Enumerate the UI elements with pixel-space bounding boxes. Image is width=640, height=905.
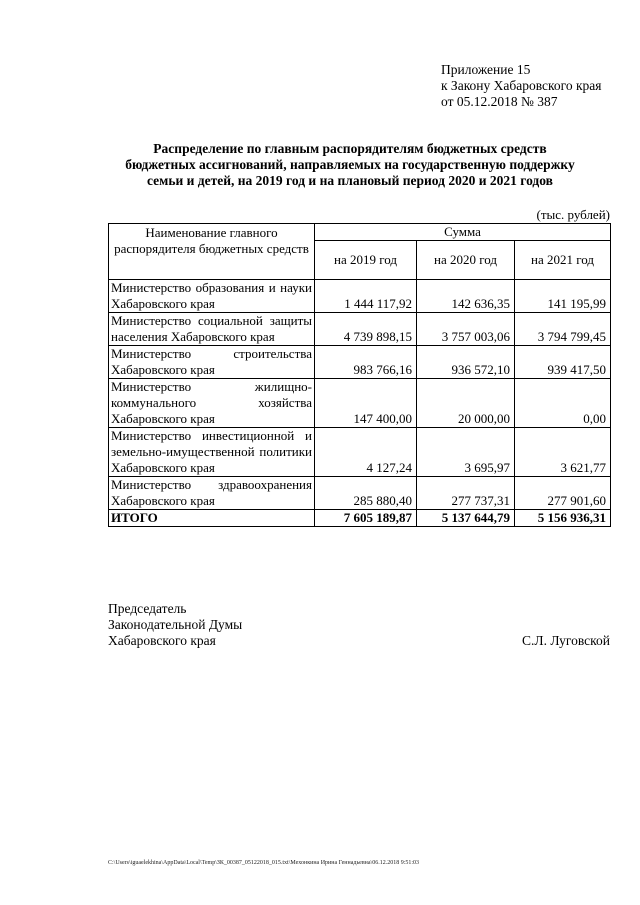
signatory-line: Законодательной Думы	[108, 617, 243, 632]
table-row	[109, 379, 611, 428]
value-2019: 4 739 898,15	[315, 313, 417, 346]
header-sum: Сумма	[315, 224, 611, 241]
total-row	[109, 510, 611, 527]
value-2021: 939 417,50	[515, 346, 611, 379]
signatory-line: Хабаровского края	[108, 633, 216, 648]
table-row	[109, 313, 611, 346]
value-2020: 277 737,31	[417, 477, 515, 510]
value-2019: 285 880,40	[315, 477, 417, 510]
value-2020: 20 000,00	[417, 379, 515, 428]
value-2020: 936 572,10	[417, 346, 515, 379]
budget-table	[108, 223, 611, 527]
table-row	[109, 428, 611, 477]
document-title	[95, 141, 605, 189]
value-2020: 3 695,97	[417, 428, 515, 477]
appendix-block	[441, 62, 602, 110]
ministry-name: Министерство здравоохранения Хабаровского края	[109, 477, 315, 510]
appendix-line: к Закону Хабаровского края	[441, 78, 602, 93]
table-row	[109, 280, 611, 313]
header-name: Наименование главного распорядителя бюджетных средств	[109, 224, 315, 280]
table-row	[109, 477, 611, 510]
title-line: семьи и детей, на 2019 год и на плановый период 2020 и 2021 годов	[147, 173, 553, 188]
value-2020: 3 757 003,06	[417, 313, 515, 346]
value-2021: 277 901,60	[515, 477, 611, 510]
units-label: (тыс. рублей)	[536, 207, 610, 222]
signatory-name: С.Л. Луговской	[522, 633, 610, 648]
ministry-name: Министерство социальной защиты населения Хабаровского края	[109, 313, 315, 346]
signatory-title	[108, 601, 242, 649]
table-header-row	[109, 224, 611, 241]
header-year-2021: на 2021 год	[515, 241, 611, 280]
total-label: ИТОГО	[109, 510, 315, 527]
value-2019: 1 444 117,92	[315, 280, 417, 313]
appendix-line: Приложение 15	[441, 62, 531, 77]
title-line: Распределение по главным распорядителям бюджетных средств	[153, 141, 547, 156]
value-2021: 0,00	[515, 379, 611, 428]
value-2021: 3 794 799,45	[515, 313, 611, 346]
value-2021: 3 621,77	[515, 428, 611, 477]
table-row	[109, 346, 611, 379]
ministry-name: Министерство строительства Хабаровского края	[109, 346, 315, 379]
total-2019: 7 605 189,87	[315, 510, 417, 527]
header-year-2019: на 2019 год	[315, 241, 417, 280]
value-2019: 4 127,24	[315, 428, 417, 477]
appendix-line: от 05.12.2018 № 387	[441, 94, 558, 109]
signatory-line: Председатель	[108, 601, 187, 616]
header-year-2020: на 2020 год	[417, 241, 515, 280]
file-path-footer: C:\Users\iguaelekhina\AppData\Local\Temp\ЗК_00387_05122018_015.txt\Мехонкина Ирина Геннадьевна\06.12.2018 9:51:03	[108, 860, 420, 866]
ministry-name: Министерство инвестиционной и земельно-имущественной политики Хабаровского края	[109, 428, 315, 477]
total-2021: 5 156 936,31	[515, 510, 611, 527]
title-line: бюджетных ассигнований, направляемых на государственную поддержку	[125, 157, 575, 172]
ministry-name: Министерство образования и науки Хабаровского края	[109, 280, 315, 313]
value-2019: 983 766,16	[315, 346, 417, 379]
value-2021: 141 195,99	[515, 280, 611, 313]
ministry-name: Министерство жилищно-коммунального хозяйства Хабаровского края	[109, 379, 315, 428]
value-2019: 147 400,00	[315, 379, 417, 428]
value-2020: 142 636,35	[417, 280, 515, 313]
total-2020: 5 137 644,79	[417, 510, 515, 527]
